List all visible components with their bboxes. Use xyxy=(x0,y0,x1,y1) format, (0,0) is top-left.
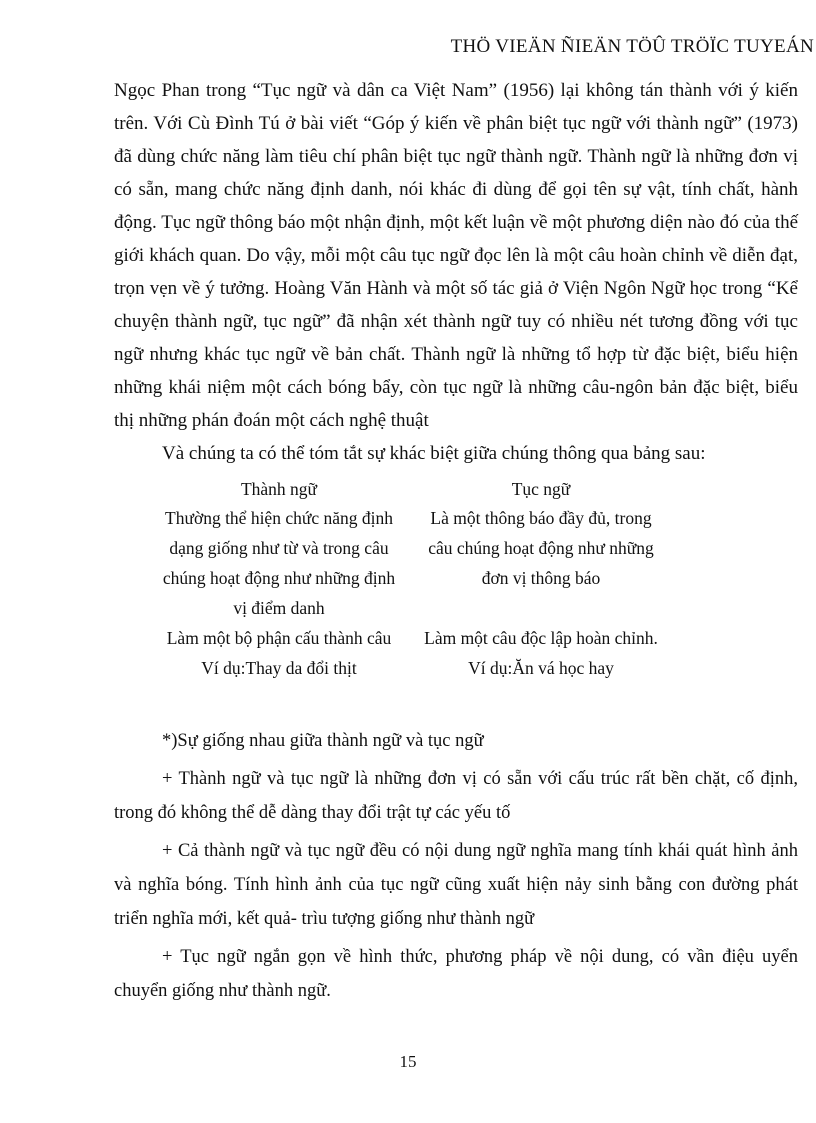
summary-intro: Và chúng ta có thể tóm tắt sự khác biệt giữa chúng thông qua bảng sau: xyxy=(162,443,706,464)
comparison-table xyxy=(114,474,798,684)
similarity-heading: *)Sự giống nhau giữa thành ngữ và tục ngữ xyxy=(162,731,484,751)
idiom-role: Làm một bộ phận cấu thành câu xyxy=(166,628,392,648)
proverb-example: Ví dụ:Ăn vá học hay xyxy=(468,658,614,678)
proverb-definition-line: Là một thông báo đầy đủ, trong xyxy=(430,508,652,528)
idiom-example: Ví dụ:Thay da đổi thịt xyxy=(201,658,357,678)
idiom-definition-line: chúng hoạt động như những định xyxy=(162,568,396,588)
body-text xyxy=(114,74,798,1008)
proverb-role: Làm một câu độc lập hoàn chỉnh. xyxy=(424,628,658,648)
idiom-definition-line: dạng giống như từ và trong câu xyxy=(169,538,389,558)
table-header-proverb: Tục ngữ xyxy=(511,479,571,499)
table-header-idiom: Thành ngữ xyxy=(240,479,318,499)
similarity-item: + Cả thành ngữ và tục ngữ đều có nội dung ngữ nghĩa mang tính khái quát hình ảnh và nghĩa bóng. Tính hình ảnh của tục ngữ cũng xuất hiện nảy sinh bằng con đường phát triển nghĩa mới, kết quả- trìu tượng giống như thành ngữ xyxy=(114,841,798,929)
similarity-item: + Thành ngữ và tục ngữ là những đơn vị có sẵn với cấu trúc rất bền chặt, cố định, trong đó không thể dễ dàng thay đổi trật tự các yếu tố xyxy=(114,769,798,823)
proverb-definition-line: câu chúng hoạt động như những xyxy=(428,538,654,558)
library-header: THÖ VIEÄN ÑIEÄN TÖÛ TRÖÏC TUYEÁN xyxy=(450,36,814,57)
similarity-item: + Tục ngữ ngắn gọn về hình thức, phương pháp về nội dung, có vần điệu uyển chuyển giống như thành ngữ. xyxy=(114,947,798,1001)
page-number: 15 xyxy=(399,1052,417,1071)
idiom-definition-line: vị điểm danh xyxy=(233,598,325,618)
idiom-definition-line: Thường thể hiện chức năng định xyxy=(165,508,393,528)
intro-paragraph: Ngọc Phan trong “Tục ngữ và dân ca Việt Nam” (1956) lại không tán thành với ý kiến trên. Với Cù Đình Tú ở bài viết “Góp ý kiến về phân biệt tục ngữ với thành ngữ” (1973) đã dùng chức năng làm tiêu chí phân biệt tục ngữ thành ngữ. Thành ngữ là những đơn vị có sẵn, mang chức năng định danh, nói khác đi dùng để gọi tên sự vật, tính chất, hành động. Tục ngữ thông báo một nhận định, một kết luận về một phương diện nào đó của thế giới khách quan. Do vậy, mỗi một câu tục ngữ đọc lên là một câu hoàn chỉnh về diễn đạt, trọn vẹn về ý tưởng. Hoàng Văn Hành và một số tác giả ở Viện Ngôn Ngữ học trong “Kể chuyện thành ngữ, tục ngữ” đã nhận xét thành ngữ tuy có nhiều nét tương đồng với tục ngữ nhưng khác tục ngữ về bản chất. Thành ngữ là những tổ hợp từ đặc biệt, biểu hiện những khái niệm một cách bóng bẩy, còn tục ngữ là những câu-ngôn bản đặc biệt, biểu thị những phán đoán một cách nghệ thuật xyxy=(114,80,798,431)
proverb-definition-line: đơn vị thông báo xyxy=(481,568,601,588)
